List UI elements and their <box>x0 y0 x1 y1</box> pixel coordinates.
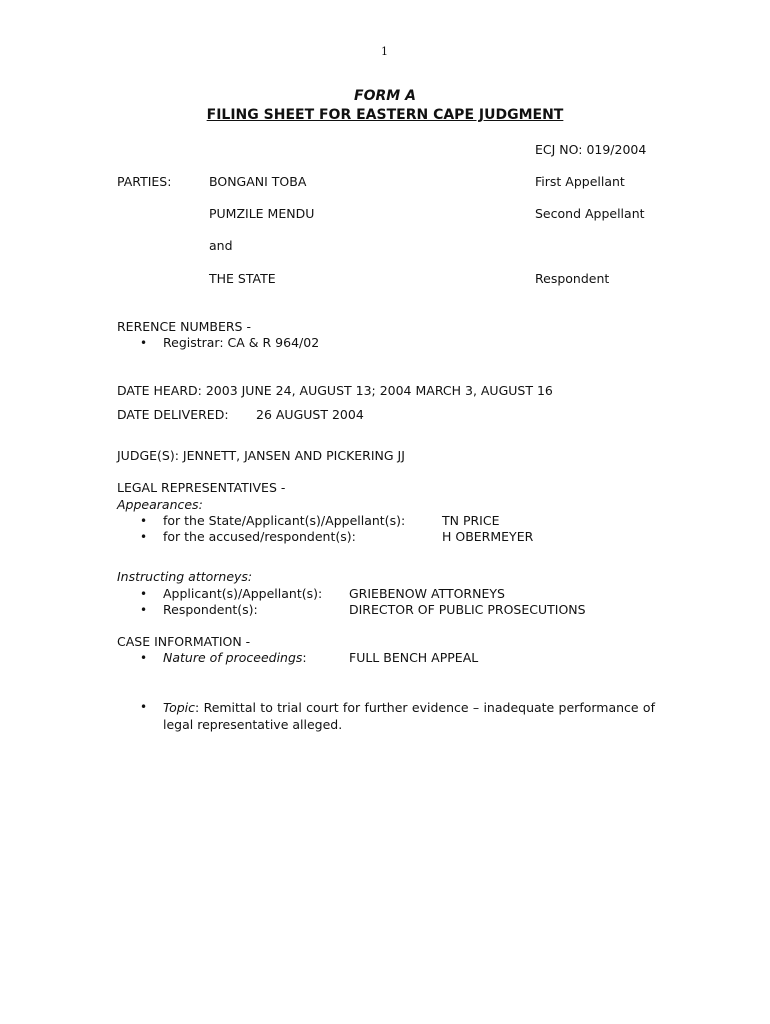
appearances-label: Appearances: <box>117 497 203 512</box>
appearance-value: TN PRICE <box>442 513 500 528</box>
topic-paragraph <box>163 699 655 733</box>
judges: JUDGE(S): JENNETT, JANSEN AND PICKERING JJ <box>117 448 405 463</box>
page-number: 1 <box>381 45 388 58</box>
party-name: BONGANI TOBA <box>209 174 307 189</box>
attorney-value: GRIEBENOW ATTORNEYS <box>349 586 505 601</box>
party-role: First Appellant <box>535 174 625 189</box>
parties-label: PARTIES: <box>117 174 172 189</box>
page-title: FILING SHEET FOR EASTERN CAPE JUDGMENT <box>206 107 564 123</box>
instructing-attorneys-label: Instructing attorneys: <box>117 569 253 584</box>
date-delivered-value: 26 AUGUST 2004 <box>256 407 364 422</box>
nature-label-text: Nature of proceedings <box>163 650 303 665</box>
case-information-heading: CASE INFORMATION - <box>117 634 251 649</box>
appearance-label: for the accused/respondent(s): <box>163 529 356 544</box>
bullet-icon: • <box>140 603 148 617</box>
attorney-label: Applicant(s)/Appellant(s): <box>163 586 323 601</box>
nature-of-proceedings-label <box>163 650 307 666</box>
party-name: PUMZILE MENDU <box>209 206 315 221</box>
form-label: FORM A <box>354 88 416 104</box>
bullet-icon: • <box>140 587 148 601</box>
appearance-label: for the State/Applicant(s)/Appellant(s): <box>163 513 406 528</box>
party-role: Second Appellant <box>535 206 645 221</box>
party-name: THE STATE <box>209 271 276 286</box>
attorney-label: Respondent(s): <box>163 602 258 617</box>
attorney-value: DIRECTOR OF PUBLIC PROSECUTIONS <box>349 602 586 617</box>
date-heard: DATE HEARD: 2003 JUNE 24, AUGUST 13; 2004 MARCH 3, AUGUST 16 <box>117 383 553 398</box>
bullet-icon: • <box>140 530 148 544</box>
bullet-icon: • <box>140 700 148 714</box>
party-role: Respondent <box>535 271 610 286</box>
date-delivered-label: DATE DELIVERED: <box>117 407 229 422</box>
legal-representatives-heading: LEGAL REPRESENTATIVES - <box>117 480 286 495</box>
topic-label: Topic <box>163 700 196 715</box>
appearance-value: H OBERMEYER <box>442 529 534 544</box>
case-number: ECJ NO: 019/2004 <box>535 142 647 157</box>
party-conjunction: and <box>209 238 233 253</box>
bullet-icon: • <box>140 514 148 528</box>
nature-label-suffix: : <box>302 650 307 665</box>
bullet-icon: • <box>140 336 148 350</box>
nature-of-proceedings-value: FULL BENCH APPEAL <box>349 650 479 665</box>
reference-heading: RERENCE NUMBERS - <box>117 319 251 334</box>
topic-text: : Remittal to trial court for further evidence – inadequate performance of legal representative alleged. <box>163 700 655 732</box>
bullet-icon: • <box>140 651 148 665</box>
reference-item: Registrar: CA & R 964/02 <box>163 335 320 350</box>
